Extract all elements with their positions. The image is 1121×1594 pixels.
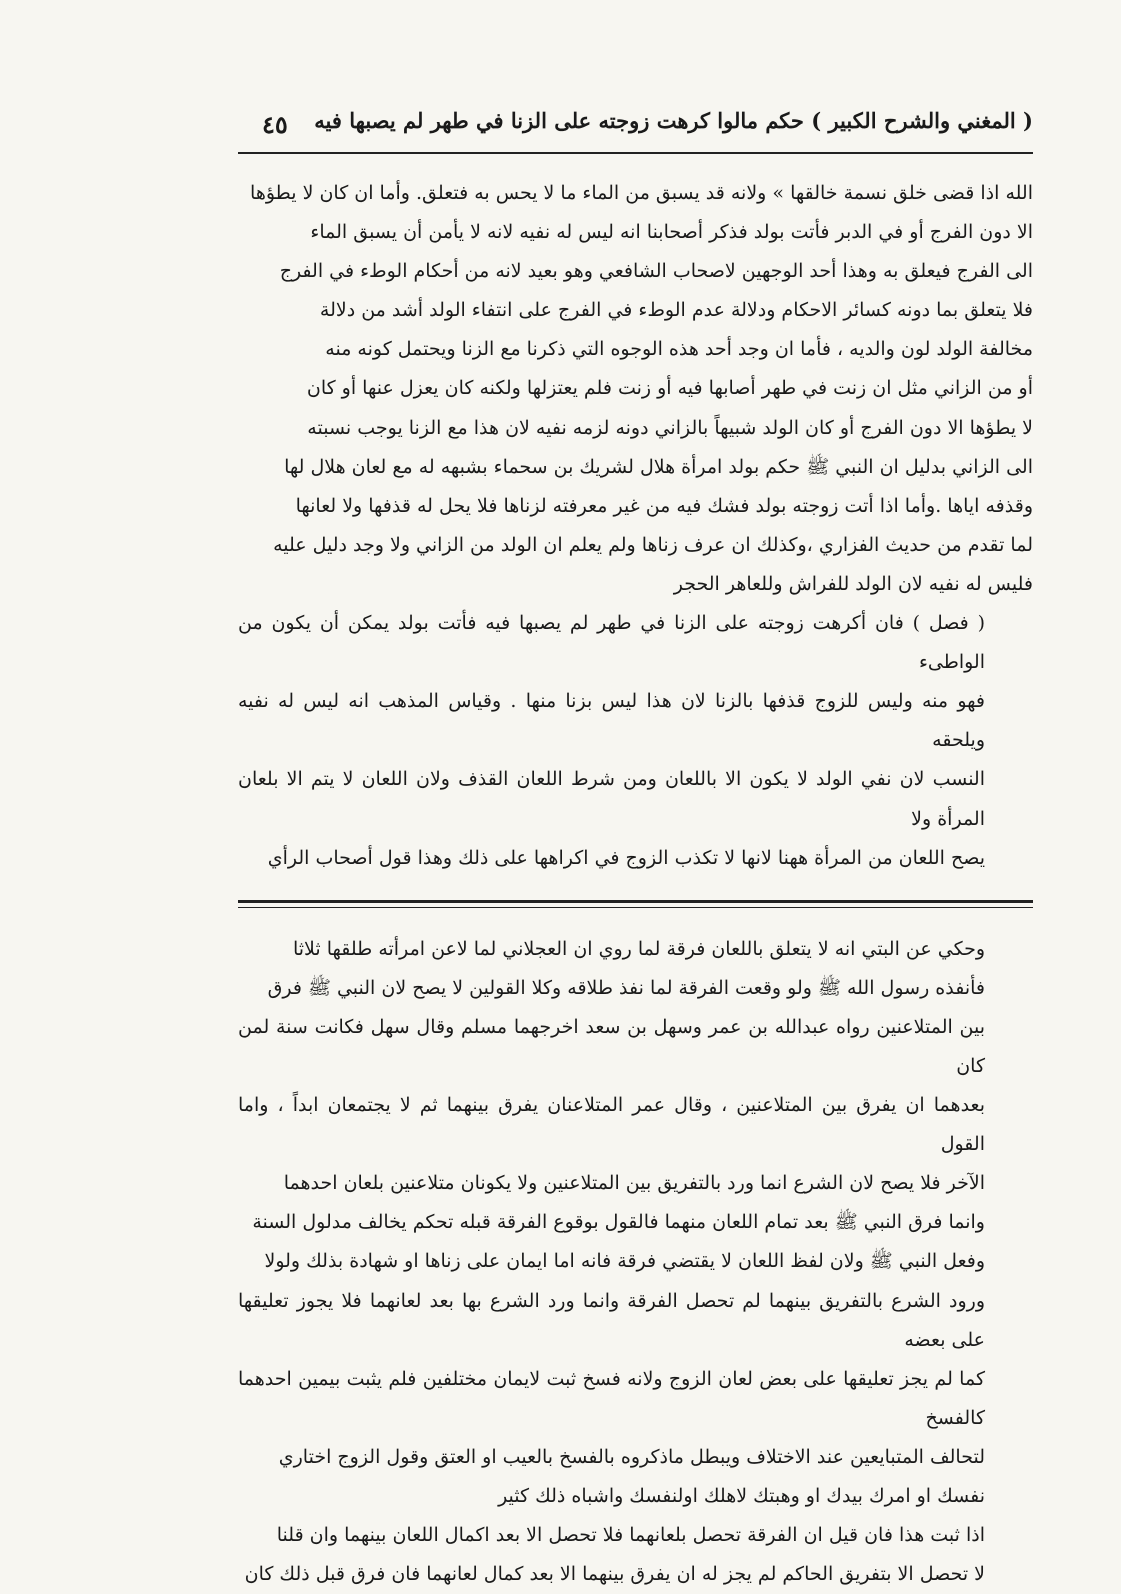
text-line: ( فصل ) فان أكرهت زوجته على الزنا في طهر لم يصبها فيه فأتت بولد يمكن أن يكون من الواطىء bbox=[238, 612, 985, 674]
text-line: بعدهما ان يفرق بين المتلاعنين ، وقال عمر المتلاعنان يفرق بينهما ثم لا يجتمعان ابداً ، واما القول bbox=[238, 1094, 985, 1156]
text-line: وحكي عن البتي انه لا يتعلق باللعان فرقة لما روي ان العجلاني لما لاعن امرأته طلقها ثلاثا bbox=[292, 937, 985, 960]
text-line: أو من الزاني مثل ان زنت في طهر أصابها فيه أو زنت فلم يعتزلها ولكنه كان يعزل عنها أو كان bbox=[306, 377, 1033, 400]
text-line: كما لم يجز تعليقها على بعض لعان الزوج ولانه فسخ ثبت لايمان مختلفين فلم يثبت بيمين احدهما كالفسخ bbox=[238, 1367, 985, 1429]
text-line: نفسك او امرك بيدك او وهبتك لاهلك اولنفسك واشباه ذلك كثير bbox=[498, 1485, 985, 1507]
section-divider bbox=[238, 900, 1033, 908]
text-line: وفعل النبي ﷺ ولان لفظ اللعان لا يقتضي فرقة فانه اما ايمان على زناها او شهادة بذلك ولولا bbox=[264, 1250, 985, 1273]
page bbox=[238, 108, 1033, 1594]
text-line: فلا يتعلق بما دونه كسائر الاحكام ودلالة عدم الوطء في الفرج على انتفاء الولد أشد من دلالة bbox=[319, 299, 1033, 322]
running-header bbox=[238, 108, 1033, 154]
main-paragraph-2 bbox=[238, 604, 1033, 878]
text-line: وانما فرق النبي ﷺ بعد تمام اللعان منهما فالقول بوقوع الفرقة قبله تحكم يخالف مدلول السنة bbox=[252, 1211, 985, 1234]
main-paragraph-1 bbox=[238, 174, 1033, 604]
text-line: الى الزاني بدليل ان النبي ﷺ حكم بولد امرأة هلال لشريك بن سحماء بشبهه له مع لعان هلال لها bbox=[284, 455, 1033, 478]
text-line: لا يطؤها الا دون الفرج أو كان الولد شبيهاً بالزاني دونه لزمه نفيه لان هذا مع الزنا يوجب نسبته bbox=[307, 416, 1033, 439]
main-text bbox=[238, 174, 1033, 878]
text-line: الى الفرج فيعلق به وهذا أحد الوجهين لاصحاب الشافعي وهو بعيد لانه من أحكام الوطء في الفرج bbox=[279, 260, 1033, 283]
text-line: النسب لان نفي الولد لا يكون الا باللعان ومن شرط اللعان القذف ولان اللعان لا يتم الا بلعان المرأة ولا bbox=[238, 768, 985, 830]
text-line: فليس له نفيه لان الولد للفراش وللعاهر الحجر bbox=[673, 572, 1033, 595]
commentary-text bbox=[238, 930, 1033, 1594]
text-line: يصح اللعان من المرأة ههنا لانها لا تكذب الزوج في اكراهها على ذلك وهذا قول أصحاب الرأي bbox=[267, 846, 985, 869]
commentary-paragraph-2 bbox=[238, 1516, 1033, 1594]
header-title: ( المغني والشرح الكبير ) حكم مالوا كرهت زوجته على الزنا في طهر لم يصبها فيه bbox=[314, 108, 1033, 133]
text-line: الآخر فلا يصح لان الشرع انما ورد بالتفريق بين المتلاعنين ولا يكونان متلاعنين بلعان احدهما bbox=[283, 1172, 985, 1195]
text-line: الله اذا قضى خلق نسمة خالقها » ولانه قد يسبق من الماء ما لا يحس به فتعلق. وأما ان كان لا يطؤها bbox=[250, 182, 1033, 204]
text-line: وقذفه اياها .وأما اذا أتت زوجته بولد فشك فيه من غير معرفته لزناها فلا يحل له قذفها ولا لعانها bbox=[295, 494, 1033, 517]
text-line: لما تقدم من حديث الفزاري ،وكذلك ان عرف زناها ولم يعلم ان الولد من الزاني ولا وجد دليل عليه bbox=[273, 533, 1033, 556]
text-line: فأنفذه رسول الله ﷺ ولو وقعت الفرقة لما نفذ طلاقه وكلا القولين لا يصح لان النبي ﷺ فرق bbox=[267, 976, 985, 999]
text-line: اذا ثبت هذا فان قيل ان الفرقة تحصل بلعانهما فلا تحصل الا بعد اكمال اللعان بينهما وان قلنا bbox=[276, 1524, 985, 1547]
page-number: ٤٥ bbox=[262, 110, 288, 139]
text-line: لتحالف المتبايعين عند الاختلاف ويبطل ماذكروه بالفسخ بالعيب او العتق وقول الزوج اختاري bbox=[278, 1445, 985, 1468]
commentary-paragraph-1 bbox=[238, 930, 1033, 1516]
text-line: لا تحصل الا بتفريق الحاكم لم يجز له ان يفرق بينهما الا بعد كمال لعانهما فان فرق قبل ذلك كان bbox=[244, 1563, 985, 1586]
text-line: مخالفة الولد لون والديه ، فأما ان وجد أحد هذه الوجوه التي ذكرنا مع الزنا ويحتمل كونه منه bbox=[325, 338, 1033, 361]
text-line: الا دون الفرج أو في الدبر فأتت بولد فذكر أصحابنا انه ليس له نفيه لانه لا يأمن أن يسبق الماء bbox=[310, 221, 1033, 244]
text-line: فهو منه وليس للزوج قذفها بالزنا لان هذا ليس بزنا منها . وقياس المذهب انه ليس له نفيه ويلحقه bbox=[238, 690, 985, 752]
text-line: ورود الشرع بالتفريق بينهما لم تحصل الفرقة وانما ورد الشرع بها بعد لعانهما فلا يجوز تعليقها على بعضه bbox=[238, 1289, 985, 1351]
text-line: بين المتلاعنين رواه عبدالله بن عمر وسهل بن سعد اخرجهما مسلم وقال سهل فكانت سنة لمن كان bbox=[238, 1015, 985, 1077]
